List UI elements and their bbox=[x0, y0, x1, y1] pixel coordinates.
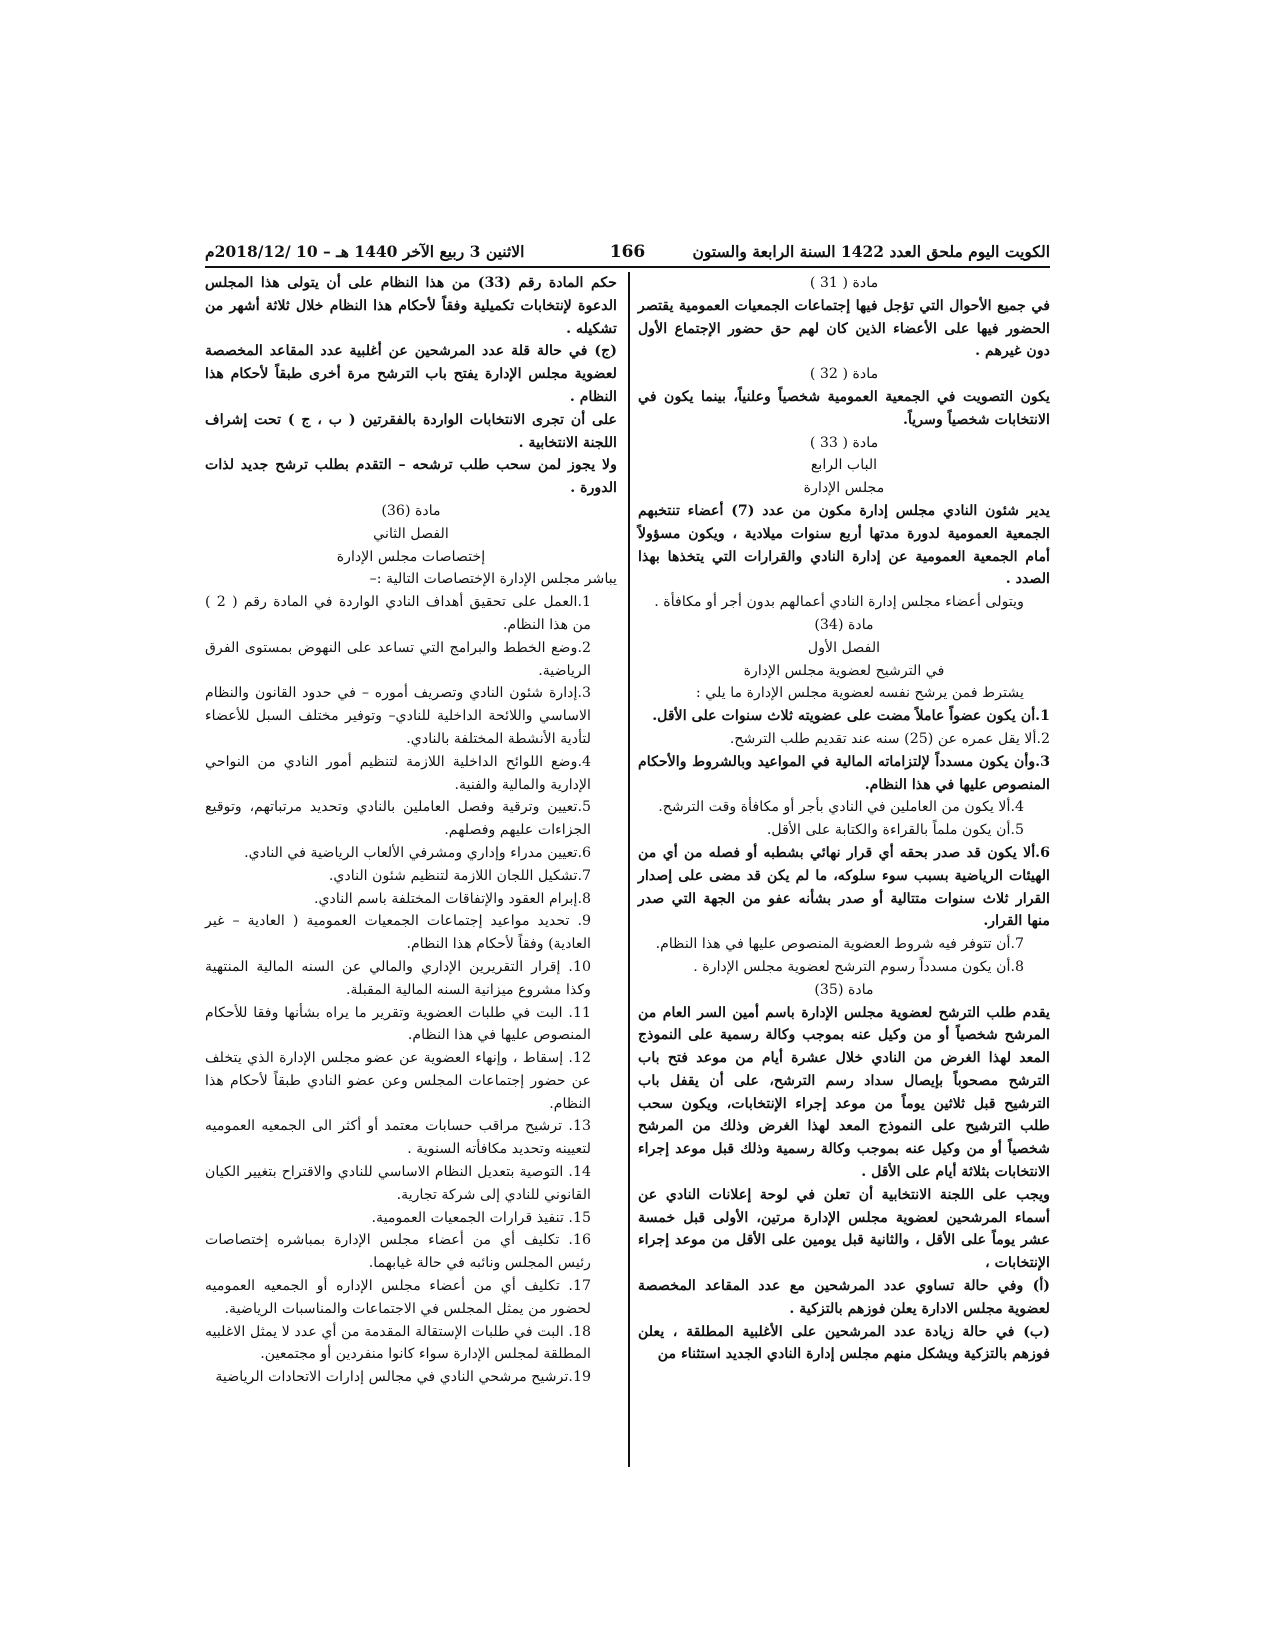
article-heading: مادة ( 32 ) bbox=[809, 366, 879, 383]
paragraph: 12. إسقاط ، وإنهاء العضوية عن عضو مجلس الإدارة الذي يتخلف عن حضور إجتماعات المجلس وعن عضو النادي طبقاً لأحكام هذا النظام. bbox=[205, 1050, 591, 1112]
paragraph: يكون التصويت في الجمعية العمومية شخصياً وعلنياً، بينما يكون في الانتخابات شخصياً وسرياً. bbox=[638, 388, 1050, 428]
paragraph: 7.تشكيل اللجان اللازمة لتنظيم شئون النادي. bbox=[328, 867, 591, 884]
paragraph: 11. البت في طلبات العضوية وتقرير ما يراه بشأنها وفقا للأحكام المنصوص عليها في هذا النظام. bbox=[205, 1004, 591, 1044]
paragraph: 13. ترشيح مراقب حسابات معتمد أو أكثر الى الجمعيه العموميه لتعيينه وتحديد مكافأته السنوية . bbox=[205, 1118, 591, 1158]
article-heading: في الترشيح لعضوية مجلس الإدارة bbox=[743, 662, 945, 679]
paragraph: 18. البت في طلبات الإستقالة المقدمة من أي عدد لا يمثل الاغلبيه المطلقة لمجلس الإدارة سواء كانوا منفردين أو مجتمعين. bbox=[205, 1323, 591, 1363]
article-heading: مجلس الإدارة bbox=[803, 480, 885, 497]
paragraph: 5.تعيين وترقية وفصل العاملين بالنادي وتحديد مرتباتهم، وتوقيع الجزاءات عليهم وفصلهم. bbox=[205, 799, 591, 839]
paragraph: (ب) في حالة زيادة عدد المرشحين على الأغلبية المطلقة ، يعلن فوزهم بالتزكية ويشكل منهم مجلس إدارة النادي الجديد استثناء من bbox=[638, 1323, 1050, 1363]
paragraph: حكم المادة رقم (33) من هذا النظام على أن يتولى هذا المجلس الدعوة لإنتخابات تكميلية وفقاً لأحكام هذا النظام خلال ثلاثة أشهر من تشكيله . bbox=[205, 275, 617, 337]
paragraph: 14. التوصية بتعديل النظام الاساسي للنادي والاقتراح بتغيير الكيان القانوني للنادي إلى شركة تجارية. bbox=[205, 1164, 591, 1203]
paragraph: 17. تكليف أي من أعضاء مجلس الإداره أو الجمعيه العموميه لحضور من يمثل المجلس في الاجتماعات والمناسبات الرياضية. bbox=[205, 1278, 591, 1317]
paragraph: في جميع الأحوال التي تؤجل فيها إجتماعات الجمعيات العمومية يقتصر الحضور فيها على الأعضاء الذين كان لهم حق حضور الإجتماع الأول دون غيرهم . bbox=[638, 297, 1050, 360]
paragraph: ويجب على اللجنة الانتخابية أن تعلن في لوحة إعلانات النادي عن أسماء المرشحين لعضوية مجلس الإدارة مرتين، الأولى قبل خمسة عشر يوماً على الأقل ، والثانية قبل يومين على الأقل من موعد إجراء الإنتخابات ، bbox=[638, 1186, 1050, 1272]
paragraph: 2.وضع الخطط والبرامج التي تساعد على النهوض بمستوى الفرق الرياضية. bbox=[205, 639, 591, 679]
paragraph: 1.العمل على تحقيق أهداف النادي الواردة في المادة رقم ( 2 ) من هذا النظام. bbox=[205, 594, 591, 633]
left-column bbox=[205, 272, 617, 1389]
column-divider bbox=[628, 272, 630, 1467]
paragraph: 8.أن يكون مسدداً رسوم الترشح لعضوية مجلس الإدارة . bbox=[693, 958, 1024, 975]
paragraph: 10. إقرار التقريرين الإداري والمالي عن السنه المالية المنتهية وكذا مشروع ميزانية السنه المالية المقبلة. bbox=[205, 958, 591, 998]
paragraph: (أ) وفي حالة تساوي عدد المرشحين مع عدد المقاعد المخصصة لعضوية مجلس الادارة يعلن فوزهم بالتزكية . bbox=[638, 1278, 1050, 1317]
article-heading: مادة (35) bbox=[814, 981, 874, 998]
paragraph: 4.وضع اللوائح الداخلية اللازمة لتنظيم أمور النادي من النواحي الإدارية والمالية والفنية. bbox=[205, 753, 591, 793]
paragraph: 7.أن تتوفر فيه شروط العضوية المنصوص عليها في هذا النظام. bbox=[655, 936, 1024, 953]
paragraph: 5.أن يكون ملماً بالقراءة والكتابة على الأقل. bbox=[766, 822, 1024, 839]
article-heading: مادة (34) bbox=[814, 616, 874, 633]
paragraph: 9. تحديد مواعيد إجتماعات الجمعيات العمومية ( العادية – غير العادية) وفقاً لأحكام هذا النظام. bbox=[205, 913, 591, 953]
newspaper-title: الكويت اليوم ملحق العدد 1422 السنة الرابعة والستون bbox=[692, 242, 1050, 261]
page-number: 166 bbox=[609, 242, 646, 262]
paragraph: 1.أن يكون عضواً عاملاً مضت على عضويته ثلاث سنوات على الأقل. bbox=[652, 708, 1050, 725]
issue-date: الاثنين 3 ربيع الآخر 1440 هـ – 10 /2018/12م bbox=[205, 242, 525, 261]
paragraph: ويتولى أعضاء مجلس إدارة النادي أعمالهم بدون أجر أو مكافأة . bbox=[654, 594, 1024, 611]
page-header bbox=[205, 240, 1050, 268]
article-heading: الفصل الثاني bbox=[373, 525, 449, 542]
paragraph: 16. تكليف أي من أعضاء مجلس الإدارة بمباشره إختصاصات رئيس المجلس ونائبه في حالة غيابهما. bbox=[205, 1232, 591, 1272]
right-column bbox=[638, 272, 1050, 1366]
paragraph: 6.تعيين مدراء وإداري ومشرفي الألعاب الرياضية في النادي. bbox=[244, 844, 591, 861]
paragraph: 3.إدارة شئون النادي وتصريف أموره – في حدود القانون والنظام الاساسي واللائحة الداخلية للنادي– وتوفير مختلف السبل للأعضاء لتأدية الأنشطة المختلفة بالنادي. bbox=[205, 685, 591, 747]
paragraph: يشترط فمن يرشح نفسه لعضوية مجلس الإدارة ما يلي : bbox=[695, 685, 1024, 702]
article-heading: الباب الرابع bbox=[810, 457, 878, 474]
article-heading: مادة ( 33 ) bbox=[809, 434, 879, 451]
paragraph: على أن تجرى الانتخابات الواردة بالفقرتين ( ب ، ج ) تحت إشراف اللجنة الانتخابية . bbox=[205, 411, 617, 451]
paragraph: يقدم طلب الترشح لعضوية مجلس الإدارة باسم أمين السر العام من المرشح شخصياً أو من وكيل عنه بموجب وكالة رسمية على النموذج المعد لهذا الغرض من النادي خلال عشرة أيام من موعد فتح باب الترشح مصحوباً بإيصال سداد رسم الترشح، على أن يقفل باب الترشيح قبل ثلاثين يوماً من موعد إجراء الإنتخابات، ويكون سحب طلب الترشيح على النموذج المعد لهذا الغرض وذلك من المرشح شخصياً أو من وكيل عنه بموجب وكالة رسمية وذلك قبل موعد إجراء الانتخابات بثلاثة أيام على الأقل . bbox=[638, 1004, 1050, 1181]
paragraph: 6.ألا يكون قد صدر بحقه أي قرار نهائي بشطبه أو فصله من أي من الهيئات الرياضية بسبب سوء سلوكه، ما لم يكن قد مضى على إصدار القرار ثلاث سنوات متتالية أو صدر بشأنه عفو من الجهة التي صدر منها القرار. bbox=[638, 844, 1050, 930]
article-heading: إختصاصات مجلس الإدارة bbox=[336, 548, 486, 565]
paragraph: يباشر مجلس الإدارة الإختصاصات التالية :– bbox=[369, 571, 617, 588]
paragraph: (ج) في حالة قلة عدد المرشحين عن أغلبية عدد المقاعد المخصصة لعضوية مجلس الإدارة يفتح باب الترشح مرة أخرى طبقاً لأحكام هذا النظام . bbox=[205, 343, 617, 405]
article-heading: الفصل الأول bbox=[807, 639, 881, 656]
paragraph: 8.إبرام العقود والإتفاقات المختلفة باسم النادي. bbox=[313, 890, 591, 907]
paragraph: 15. تنفيذ قرارات الجمعيات العمومية. bbox=[371, 1209, 591, 1226]
paragraph: يدير شئون النادي مجلس إدارة مكون من عدد (7) أعضاء تنتخبهم الجمعية العمومية لدورة مدتها أربع سنوات ميلادية ، ويكون مسؤولاً أمام الجمعية العمومية عن إدارة النادي والقرارات التي يتخذها بهذا الصدد . bbox=[638, 502, 1050, 588]
paragraph: 4.ألا يكون من العاملين في النادي بأجر أو مكافأة وقت الترشح. bbox=[658, 799, 1024, 816]
article-heading: مادة ( 31 ) bbox=[809, 275, 879, 291]
paragraph: 2.ألا يقل عمره عن (25) سنه عند تقديم طلب الترشح. bbox=[729, 730, 1050, 747]
article-heading: مادة (36) bbox=[381, 502, 441, 519]
paragraph: 19.ترشيح مرشحي النادي في مجالس إدارات الاتحادات الرياضية bbox=[215, 1369, 591, 1386]
paragraph: 3.وأن يكون مسدداً لإلتزاماته المالية في المواعيد وبالشروط والأحكام المنصوص عليها في هذا النظام. bbox=[638, 753, 1050, 793]
paragraph: ولا يجوز لمن سحب طلب ترشحه – التقدم بطلب ترشح جديد لذات الدورة . bbox=[205, 457, 617, 497]
